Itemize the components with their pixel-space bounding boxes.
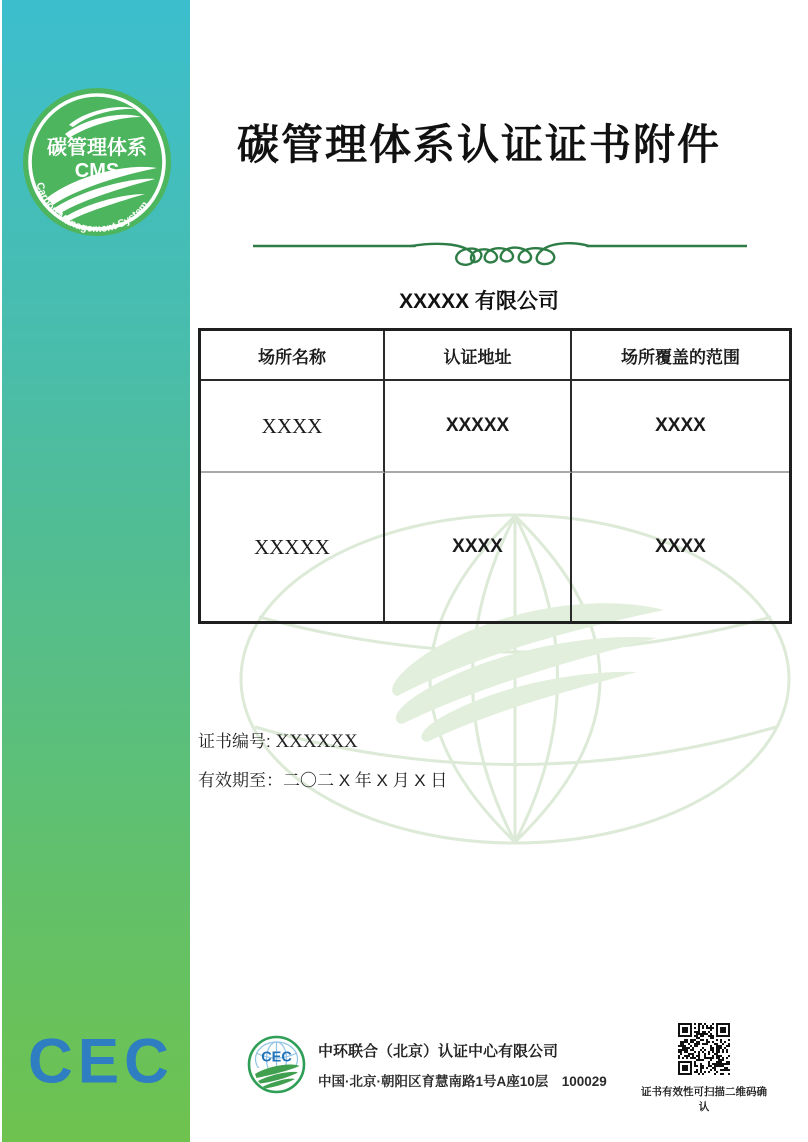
certificate-validity-label: 有效期至： xyxy=(198,771,283,790)
sidebar-gradient-band xyxy=(2,0,190,1142)
cms-badge-icon xyxy=(21,86,173,238)
badge-curved-text: Carbon Management System xyxy=(33,180,151,236)
certificate-validity-value: 二〇二 X 年 X 月 X 日 xyxy=(283,771,448,790)
certificate-number-label: 证书编号: xyxy=(198,732,276,751)
company-name: XXXXX 有限公司 xyxy=(399,290,559,313)
footer-org-name: 中环联合（北京）认证中心有限公司 xyxy=(318,1043,559,1060)
badge-line2: CMS xyxy=(74,160,120,182)
certificate-number-line xyxy=(198,727,358,753)
table-header-site-name: 场所名称 xyxy=(201,331,385,381)
table-cell: XXXX xyxy=(655,536,706,557)
cec-org-logo-icon xyxy=(247,1035,306,1094)
table-cell: XXXXX xyxy=(201,473,385,621)
sites-table xyxy=(198,328,792,624)
table-cell: XXXXX xyxy=(385,381,572,473)
certificate-number-value: XXXXXX xyxy=(275,731,358,752)
qr-caption: 证书有效性可扫描二维码确认 xyxy=(641,1086,767,1113)
cec-org-logo-text: CEC xyxy=(261,1049,292,1066)
table-cell: XXXX xyxy=(201,381,385,473)
table-cell: XXXX xyxy=(572,381,789,473)
table-header-scope: 场所覆盖的范围 xyxy=(572,331,789,381)
main-content xyxy=(190,0,808,1142)
sidebar-cec-wordmark: CEC xyxy=(28,1026,174,1097)
certificate-validity-line xyxy=(198,766,447,791)
page-title: 碳管理体系认证证书附件 xyxy=(236,121,721,168)
footer-org-address: 中国·北京·朝阳区育慧南路1号A座10层 100029 xyxy=(318,1074,607,1089)
badge-line1: 碳管理体系 xyxy=(47,137,147,159)
divider-flourish-icon xyxy=(253,236,747,272)
table-header-address: 认证地址 xyxy=(385,331,572,381)
table-cell: XXXX xyxy=(385,473,572,621)
qr-code xyxy=(678,1022,730,1076)
